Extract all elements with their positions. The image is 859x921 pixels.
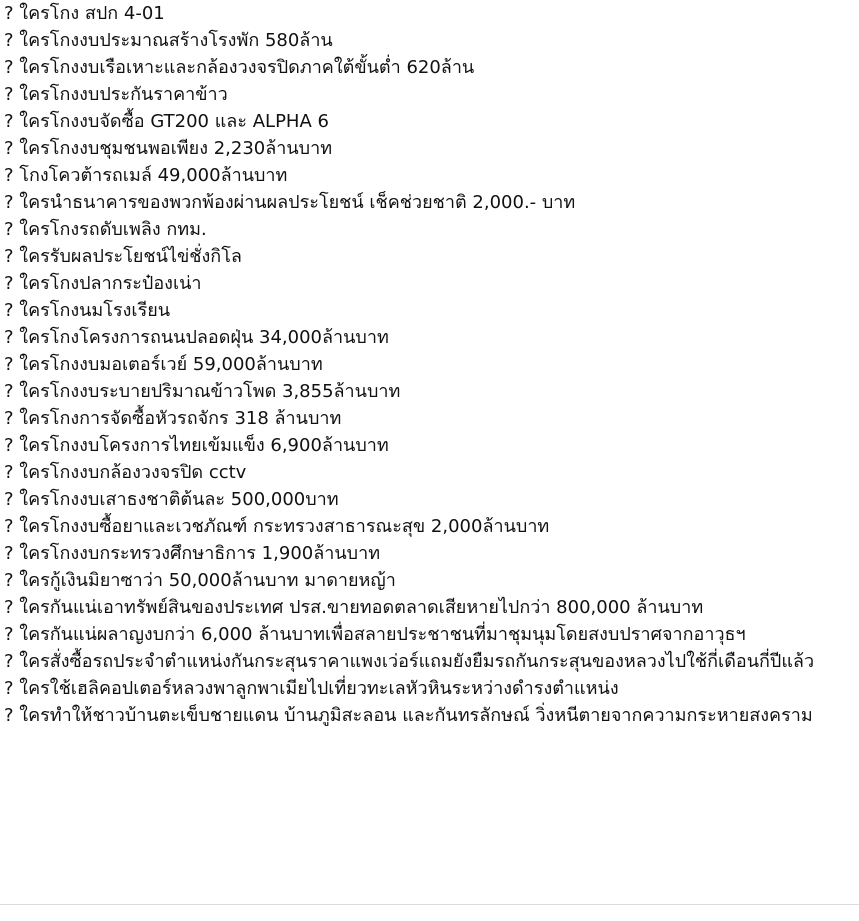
list-item: ? โกงโควต้ารถเมล์ 49,000ล้านบาท: [4, 165, 288, 186]
list-item: ? ใครโกงการจัดซื้อหัวรถจักร 318 ล้านบาท: [4, 408, 342, 429]
list-item: ? ใครโกงงบกล้องวงจรปิด cctv: [4, 462, 247, 483]
list-item: ? ใครโกงโครงการถนนปลอดฝุ่น 34,000ล้านบาท: [4, 327, 389, 348]
list-item: ? ใครโกงงบประมาณสร้างโรงพัก 580ล้าน: [4, 30, 333, 51]
list-item: ? ใครโกงงบระบายปริมาณข้าวโพด 3,855ล้านบาท: [4, 381, 401, 402]
list-item: ? ใครกันแน่ผลาญงบกว่า 6,000 ล้านบาทเพื่อสลายประชาชนที่มาชุมนุมโดยสงบปราศจากอาวุธฯ: [4, 624, 746, 645]
list-item: ? ใครสั่งซื้อรถประจำตำแหน่งกันกระสุนราคาแพงเว่อร์แถมยังยืมรถกันกระสุนของหลวงไปใช้กี่เดือนกี่ปีแล้ว: [4, 651, 815, 672]
list-item: ? ใครโกงงบเรือเหาะและกล้องวงจรปิดภาคใต้ขั้นต่ำ 620ล้าน: [4, 57, 475, 78]
list-item: ? ใครโกงงบเสาธงชาติต้นละ 500,000บาท: [4, 489, 339, 510]
list-item: ? ใครโกง สปก 4-01: [4, 3, 165, 24]
list-item: ? ใครรับผลประโยชน์ไข่ชั่งกิโล: [4, 246, 242, 267]
list-item: ? ใครโกงงบโครงการไทยเข้มแข็ง 6,900ล้านบาท: [4, 435, 389, 456]
list-item: ? ใครโกงงบชุมชนพอเพียง 2,230ล้านบาท: [4, 138, 333, 159]
list-item: ? ใครโกงงบประกันราคาข้าว: [4, 84, 228, 105]
list-item: ? ใครโกงปลากระป๋องเน่า: [4, 273, 202, 294]
list-item: ? ใครโกงรถดับเพลิง กทม.: [4, 219, 207, 240]
list-item: ? ใครนำธนาคารของพวกพ้องผ่านผลประโยชน์ เช็คช่วยชาติ 2,000.- บาท: [4, 192, 576, 213]
list-item: ? ใครใช้เฮลิคอปเตอร์หลวงพาลูกพาเมียไปเที่ยวทะเลหัวหินระหว่างดำรงตำแหน่ง: [4, 678, 619, 699]
list-item: ? ใครทำให้ชาวบ้านตะเข็บชายแดน บ้านภูมิสะลอน และกันทรลักษณ์ วิ่งหนีตายจากความกระหายสงคราม: [4, 705, 813, 726]
divider: [0, 904, 859, 905]
list-item: ? ใครกู้เงินมิยาซาว่า 50,000ล้านบาท มาดายหญ้า: [4, 570, 396, 591]
list-item: ? ใครกันแน่เอาทรัพย์สินของประเทศ ปรส.ขายทอดตลาดเสียหายไปกว่า 800,000 ล้านบาท: [4, 597, 704, 618]
list-item: ? ใครโกงงบมอเตอร์เวย์ 59,000ล้านบาท: [4, 354, 323, 375]
list-item: ? ใครโกงงบกระทรวงศึกษาธิการ 1,900ล้านบาท: [4, 543, 381, 564]
list-item: ? ใครโกงงบจัดซื้อ GT200 และ ALPHA 6: [4, 111, 329, 132]
list-item: ? ใครโกงงบซื้อยาและเวชภัณฑ์ กระทรวงสาธารณะสุข 2,000ล้านบาท: [4, 516, 550, 537]
list-item: ? ใครโกงนมโรงเรียน: [4, 300, 171, 321]
